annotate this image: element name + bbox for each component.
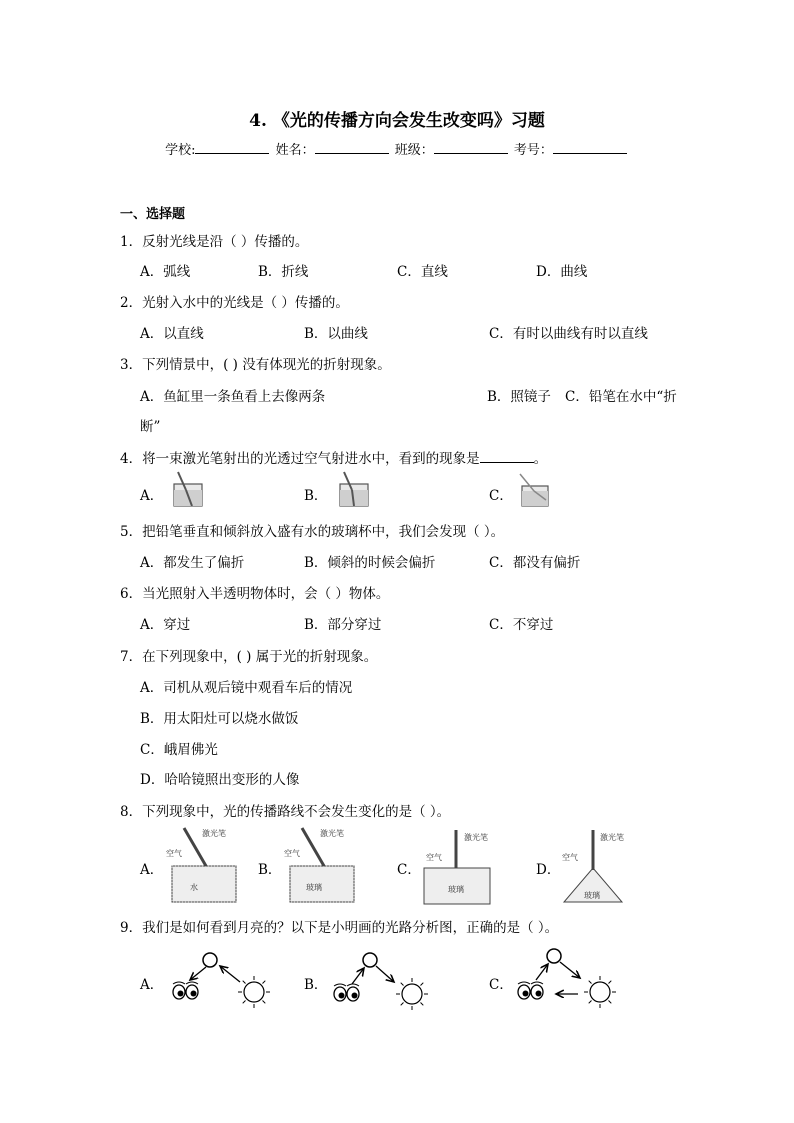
- eyes-icon: [173, 982, 198, 999]
- sun-icon: [584, 976, 616, 1008]
- q3-option-c[interactable]: C．铅笔在水中“折: [565, 389, 677, 405]
- name-label: 姓名：: [275, 143, 315, 158]
- question-3: 3．下列情景中，( ) 没有体现光的折射现象。: [120, 357, 391, 373]
- moon-icon: [203, 953, 217, 967]
- q9-option-a[interactable]: A．: [140, 977, 164, 993]
- section-heading: 一、选择题: [120, 207, 186, 222]
- q8-c-pen-label: 激光笔: [464, 833, 488, 842]
- q5-option-a[interactable]: A．都发生了偏折: [140, 555, 245, 571]
- sun-icon: [396, 978, 428, 1010]
- question-9: 9．我们是如何看到月亮的？以下是小明画的光路分析图，正确的是（ ）。: [120, 920, 559, 936]
- question-6: 6．当光照射入半透明物体时，会（ ）物体。: [120, 586, 390, 602]
- q2-option-a[interactable]: A．以直线: [140, 326, 204, 342]
- question-8: 8．下列现象中，光的传播路线不会发生变化的是（ ）。: [120, 804, 451, 820]
- q1-option-b[interactable]: B．折线: [258, 264, 309, 280]
- q6-option-c[interactable]: C．不穿过: [489, 617, 554, 633]
- q4-figure-a: [170, 470, 210, 510]
- q4-stem: 4．将一束激光笔射出的光透过空气射进水中，看到的现象是: [120, 451, 480, 467]
- q8-a-medium-label: 水: [190, 883, 198, 892]
- q8-d-air-label: 空气: [562, 853, 578, 862]
- q3-option-c-cont: 断”: [140, 419, 161, 435]
- q1-option-a[interactable]: A．弧线: [140, 264, 191, 280]
- q8-d-medium-label: 玻璃: [584, 891, 600, 900]
- q9-figure-a: [166, 944, 276, 1014]
- q3-option-b[interactable]: B．照镜子: [487, 389, 551, 405]
- student-info-line: [0, 139, 794, 158]
- q6-option-b[interactable]: B．部分穿过: [304, 617, 382, 633]
- q8-option-b[interactable]: B．: [258, 862, 282, 878]
- q8-option-d[interactable]: D．: [536, 862, 561, 878]
- q4-stem-end: 。: [533, 451, 548, 467]
- q3-option-a[interactable]: A．鱼缸里一条鱼看上去像两条: [140, 389, 326, 405]
- q4-option-a[interactable]: A．: [140, 488, 164, 504]
- q8-figure-c: [418, 826, 498, 906]
- q9-option-c[interactable]: C．: [489, 977, 513, 993]
- q8-d-pen-label: 激光笔: [600, 833, 624, 842]
- q9-option-b[interactable]: B．: [304, 977, 328, 993]
- eyes-icon: [518, 982, 543, 999]
- q4-option-c[interactable]: C．: [489, 488, 513, 504]
- q7-option-a[interactable]: A．司机从观后镜中观看车后的情况: [140, 680, 353, 696]
- moon-icon: [547, 949, 561, 963]
- q9-figure-b: [330, 944, 440, 1014]
- q8-b-pen-label: 激光笔: [320, 829, 344, 838]
- q8-c-medium-label: 玻璃: [448, 885, 464, 894]
- q7-option-b[interactable]: B．用太阳灶可以烧水做饭: [140, 711, 299, 727]
- q5-option-b[interactable]: B．倾斜的时候会偏折: [304, 555, 436, 571]
- question-1: 1．反射光线是沿（ ）传播的。: [120, 234, 309, 250]
- exam-no-label: 考号：: [513, 143, 553, 158]
- q1-option-c[interactable]: C．直线: [397, 264, 448, 280]
- exam-no-field[interactable]: [553, 140, 627, 154]
- q8-a-air-label: 空气: [166, 849, 182, 858]
- q8-option-c[interactable]: C．: [397, 862, 421, 878]
- school-field[interactable]: [195, 140, 269, 154]
- q7-option-d[interactable]: D．哈哈镜照出变形的人像: [140, 772, 300, 788]
- q4-figure-b: [336, 470, 376, 510]
- q4-answer-blank[interactable]: [480, 450, 534, 463]
- q8-figure-b: [280, 826, 360, 906]
- sun-icon: [238, 976, 270, 1008]
- q2-option-b[interactable]: B．以曲线: [304, 326, 368, 342]
- q8-option-a[interactable]: A．: [140, 862, 164, 878]
- class-field[interactable]: [434, 140, 508, 154]
- q8-b-air-label: 空气: [284, 849, 300, 858]
- question-2: 2．光射入水中的光线是（ ）传播的。: [120, 295, 349, 311]
- q9-figure-c: [514, 944, 624, 1014]
- q4-figure-c: [512, 470, 552, 510]
- school-label: 学校:: [165, 143, 196, 158]
- q7-option-c[interactable]: C．峨眉佛光: [140, 742, 218, 758]
- eyes-icon: [334, 984, 359, 1001]
- q1-option-d[interactable]: D．曲线: [536, 264, 588, 280]
- class-label: 班级：: [394, 143, 434, 158]
- q8-b-medium-label: 玻璃: [306, 883, 322, 892]
- name-field[interactable]: [315, 140, 389, 154]
- question-5: 5．把铅笔垂直和倾斜放入盛有水的玻璃杯中，我们会发现（ ）。: [120, 524, 505, 540]
- q8-a-pen-label: 激光笔: [202, 829, 226, 838]
- moon-icon: [363, 953, 377, 967]
- q8-c-air-label: 空气: [426, 853, 442, 862]
- question-4: [120, 447, 547, 467]
- q6-option-a[interactable]: A．穿过: [140, 617, 191, 633]
- page-title: 4. 《光的传播方向会发生改变吗》习题: [249, 111, 545, 131]
- q8-figure-d: [556, 826, 636, 906]
- question-7: 7．在下列现象中，( ) 属于光的折射现象。: [120, 649, 378, 665]
- q5-option-c[interactable]: C．都没有偏折: [489, 555, 581, 571]
- q2-option-c[interactable]: C．有时以曲线有时以直线: [489, 326, 648, 342]
- q4-option-b[interactable]: B．: [304, 488, 328, 504]
- q8-figure-a: [162, 826, 242, 906]
